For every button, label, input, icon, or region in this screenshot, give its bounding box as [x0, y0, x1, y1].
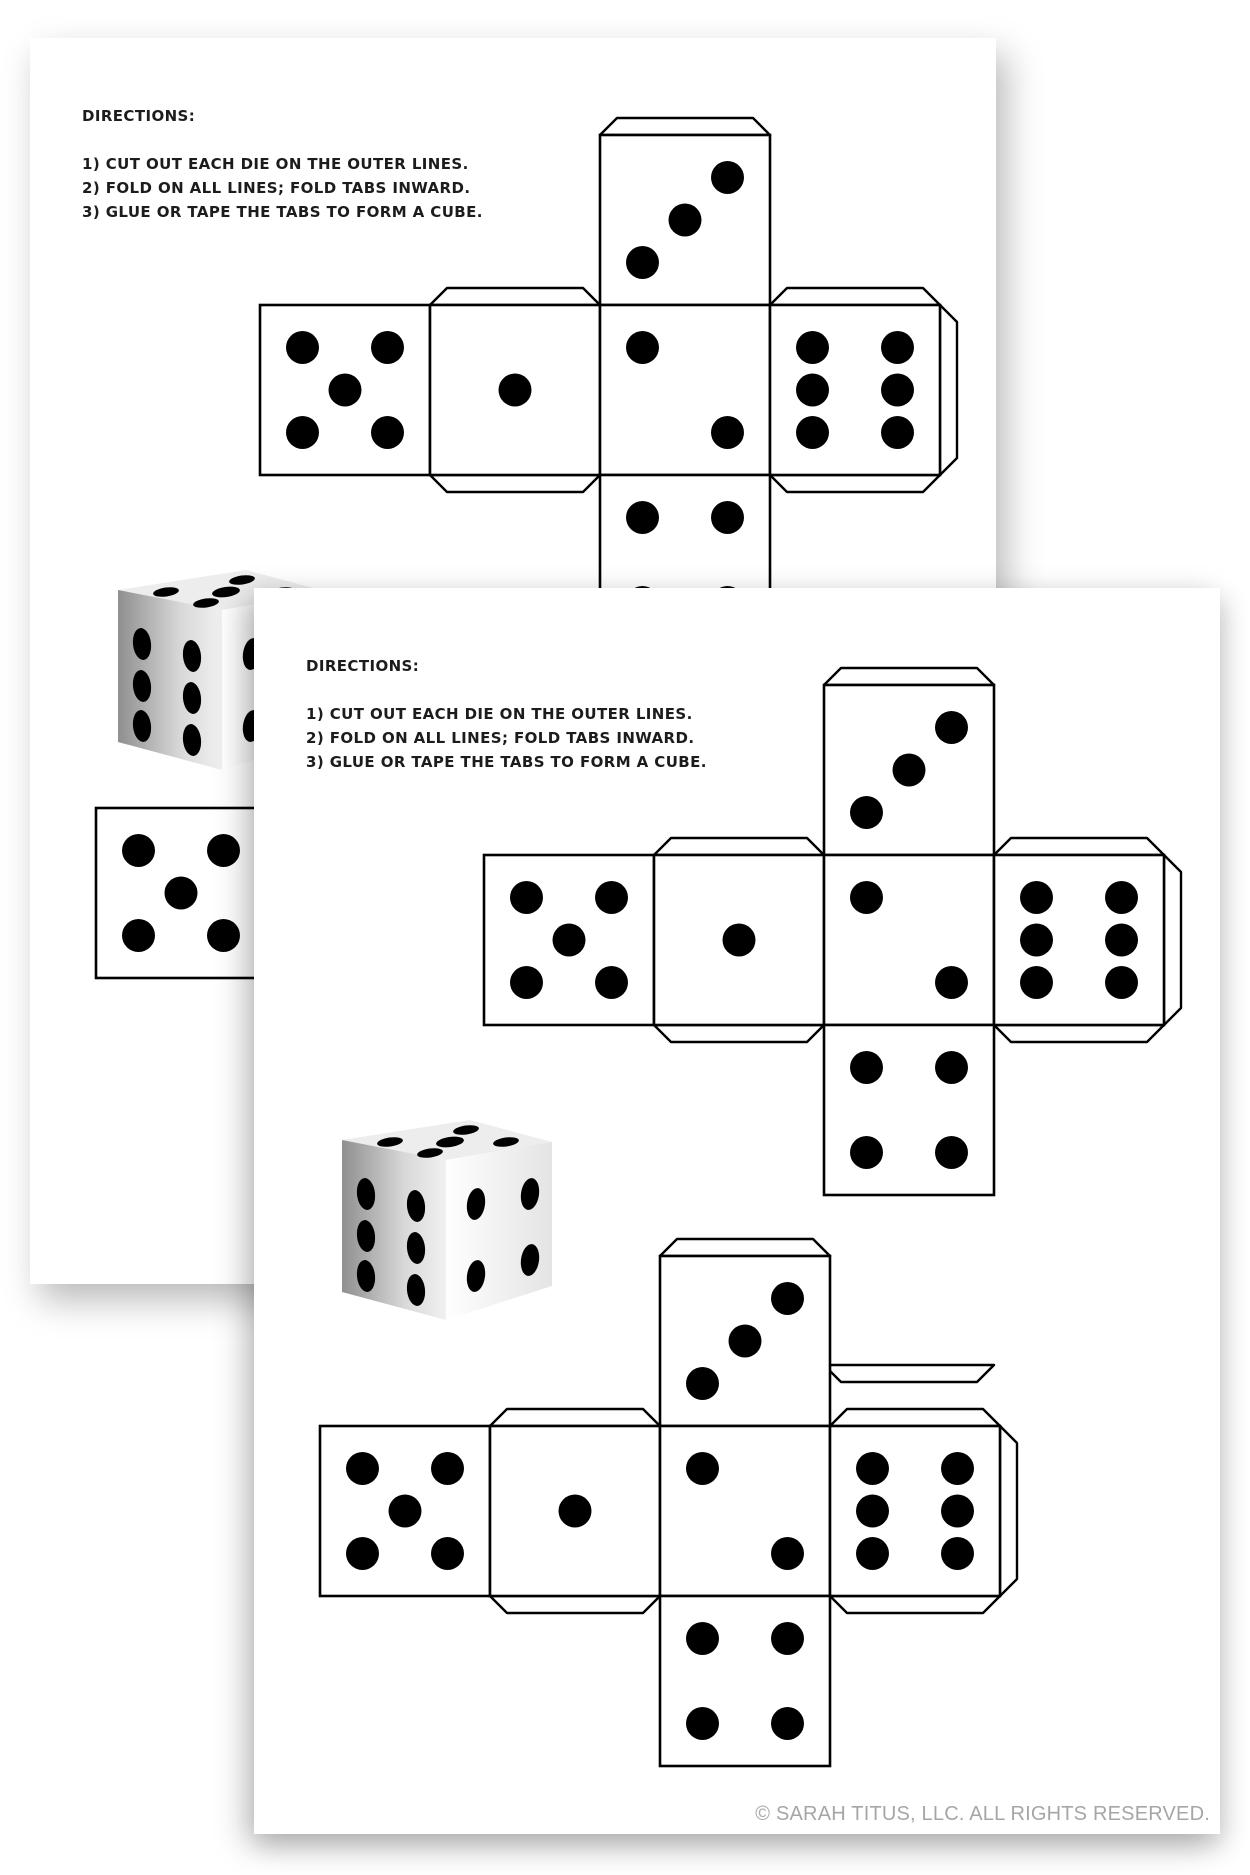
- pip: [1020, 924, 1053, 957]
- pip: [881, 374, 914, 407]
- pip: [286, 416, 319, 449]
- glue-tab-bottom: [824, 1365, 994, 1382]
- die-face-right: [830, 1426, 1000, 1596]
- pip: [850, 796, 883, 829]
- pip: [881, 416, 914, 449]
- glue-tab-right-side: [1164, 855, 1181, 1025]
- pip: [431, 1537, 464, 1570]
- pip: [935, 711, 968, 744]
- glue-tab-top: [824, 668, 994, 685]
- pip: [1105, 881, 1138, 914]
- pip: [935, 1136, 968, 1169]
- pip: [499, 374, 532, 407]
- glue-tab-right-bottom: [994, 1025, 1164, 1042]
- glue-tab-center-left-bottom: [430, 475, 600, 492]
- die-face-center: [660, 1426, 830, 1596]
- pip: [893, 754, 926, 787]
- die-face-left: [320, 1426, 490, 1596]
- die-face-center-left: [654, 855, 824, 1025]
- pip: [122, 834, 155, 867]
- pip: [510, 966, 543, 999]
- pip: [771, 1707, 804, 1740]
- pip: [796, 331, 829, 364]
- pip: [431, 1452, 464, 1485]
- pip: [669, 204, 702, 237]
- pip: [1105, 966, 1138, 999]
- directions-step-1: 1) CUT OUT EACH DIE ON THE OUTER LINES.: [82, 155, 469, 173]
- pip: [723, 924, 756, 957]
- pip: [711, 416, 744, 449]
- die-face-left: [260, 305, 430, 475]
- die-face-top: [600, 135, 770, 305]
- die-face-center: [824, 855, 994, 1025]
- pip: [771, 1622, 804, 1655]
- glue-tab-right-top: [770, 288, 940, 305]
- glue-tab-right-top: [994, 838, 1164, 855]
- directions-step-3: 3) GLUE OR TAPE THE TABS TO FORM A CUBE.: [82, 203, 483, 221]
- pip: [850, 1136, 883, 1169]
- pip: [711, 501, 744, 534]
- pip: [941, 1537, 974, 1570]
- pip: [941, 1452, 974, 1485]
- pip: [389, 1495, 422, 1528]
- glue-tab-right-bottom: [770, 475, 940, 492]
- pip: [626, 331, 659, 364]
- pip: [686, 1452, 719, 1485]
- pip: [207, 834, 240, 867]
- die-face-right: [994, 855, 1164, 1025]
- die-net: [320, 1239, 1017, 1834]
- die-face-center-left: [430, 305, 600, 475]
- die-face-right: [770, 305, 940, 475]
- pip: [935, 1051, 968, 1084]
- pip: [1020, 966, 1053, 999]
- pip: [346, 1537, 379, 1570]
- die-net: [484, 668, 1181, 1382]
- front-sheet-artwork: [254, 588, 1220, 1834]
- pip: [686, 1622, 719, 1655]
- glue-tab-right-bottom: [830, 1596, 1000, 1613]
- pip: [850, 1051, 883, 1084]
- pip: [771, 1537, 804, 1570]
- die-face-left: [96, 808, 266, 978]
- pip: [595, 881, 628, 914]
- pip: [796, 374, 829, 407]
- pip: [329, 374, 362, 407]
- pip: [856, 1495, 889, 1528]
- pip: [1020, 881, 1053, 914]
- glue-tab-right-side: [1000, 1426, 1017, 1596]
- directions-step-1: 1) CUT OUT EACH DIE ON THE OUTER LINES.: [306, 705, 693, 723]
- die-face-top: [824, 685, 994, 855]
- pip: [729, 1325, 762, 1358]
- pip: [286, 331, 319, 364]
- directions-step-2: 2) FOLD ON ALL LINES; FOLD TABS INWARD.: [82, 179, 471, 197]
- cube-illustration: [342, 1120, 552, 1320]
- glue-tab-center-left-bottom: [654, 1025, 824, 1042]
- pip: [510, 881, 543, 914]
- die-face-top: [660, 1256, 830, 1426]
- pip: [881, 331, 914, 364]
- cube-right-face: [446, 1142, 552, 1320]
- die-face-center: [600, 305, 770, 475]
- pip: [686, 1707, 719, 1740]
- pip: [1105, 924, 1138, 957]
- pip: [122, 919, 155, 952]
- glue-tab-top: [660, 1239, 830, 1256]
- die-face-bottom: [824, 1025, 994, 1195]
- front-printable-sheet: [254, 588, 1220, 1834]
- pip: [686, 1367, 719, 1400]
- pip: [626, 501, 659, 534]
- pip: [856, 1537, 889, 1570]
- die-face-center-left: [490, 1426, 660, 1596]
- pip: [207, 919, 240, 952]
- pip: [771, 1282, 804, 1315]
- pip: [371, 416, 404, 449]
- glue-tab-center-left-top: [654, 838, 824, 855]
- pip: [346, 1452, 379, 1485]
- pip: [850, 881, 883, 914]
- glue-tab-top: [600, 118, 770, 135]
- directions-heading: DIRECTIONS:: [82, 107, 196, 125]
- pip: [856, 1452, 889, 1485]
- glue-tab-center-left-top: [490, 1409, 660, 1426]
- pip: [595, 966, 628, 999]
- directions-step-2: 2) FOLD ON ALL LINES; FOLD TABS INWARD.: [306, 729, 695, 747]
- copyright-notice: © SARAH TITUS, LLC. ALL RIGHTS RESERVED.: [755, 1803, 1210, 1825]
- pip: [796, 416, 829, 449]
- die-face-left: [484, 855, 654, 1025]
- glue-tab-right-top: [830, 1409, 1000, 1426]
- pip: [935, 966, 968, 999]
- pip: [941, 1495, 974, 1528]
- glue-tab-center-left-bottom: [490, 1596, 660, 1613]
- pip: [553, 924, 586, 957]
- directions-step-3: 3) GLUE OR TAPE THE TABS TO FORM A CUBE.: [306, 753, 707, 771]
- glue-tab-right-side: [940, 305, 957, 475]
- pip: [165, 877, 198, 910]
- pip: [559, 1495, 592, 1528]
- pip: [371, 331, 404, 364]
- pip: [626, 246, 659, 279]
- pip: [711, 161, 744, 194]
- directions-heading: DIRECTIONS:: [306, 657, 420, 675]
- glue-tab-center-left-top: [430, 288, 600, 305]
- die-face-bottom: [660, 1596, 830, 1766]
